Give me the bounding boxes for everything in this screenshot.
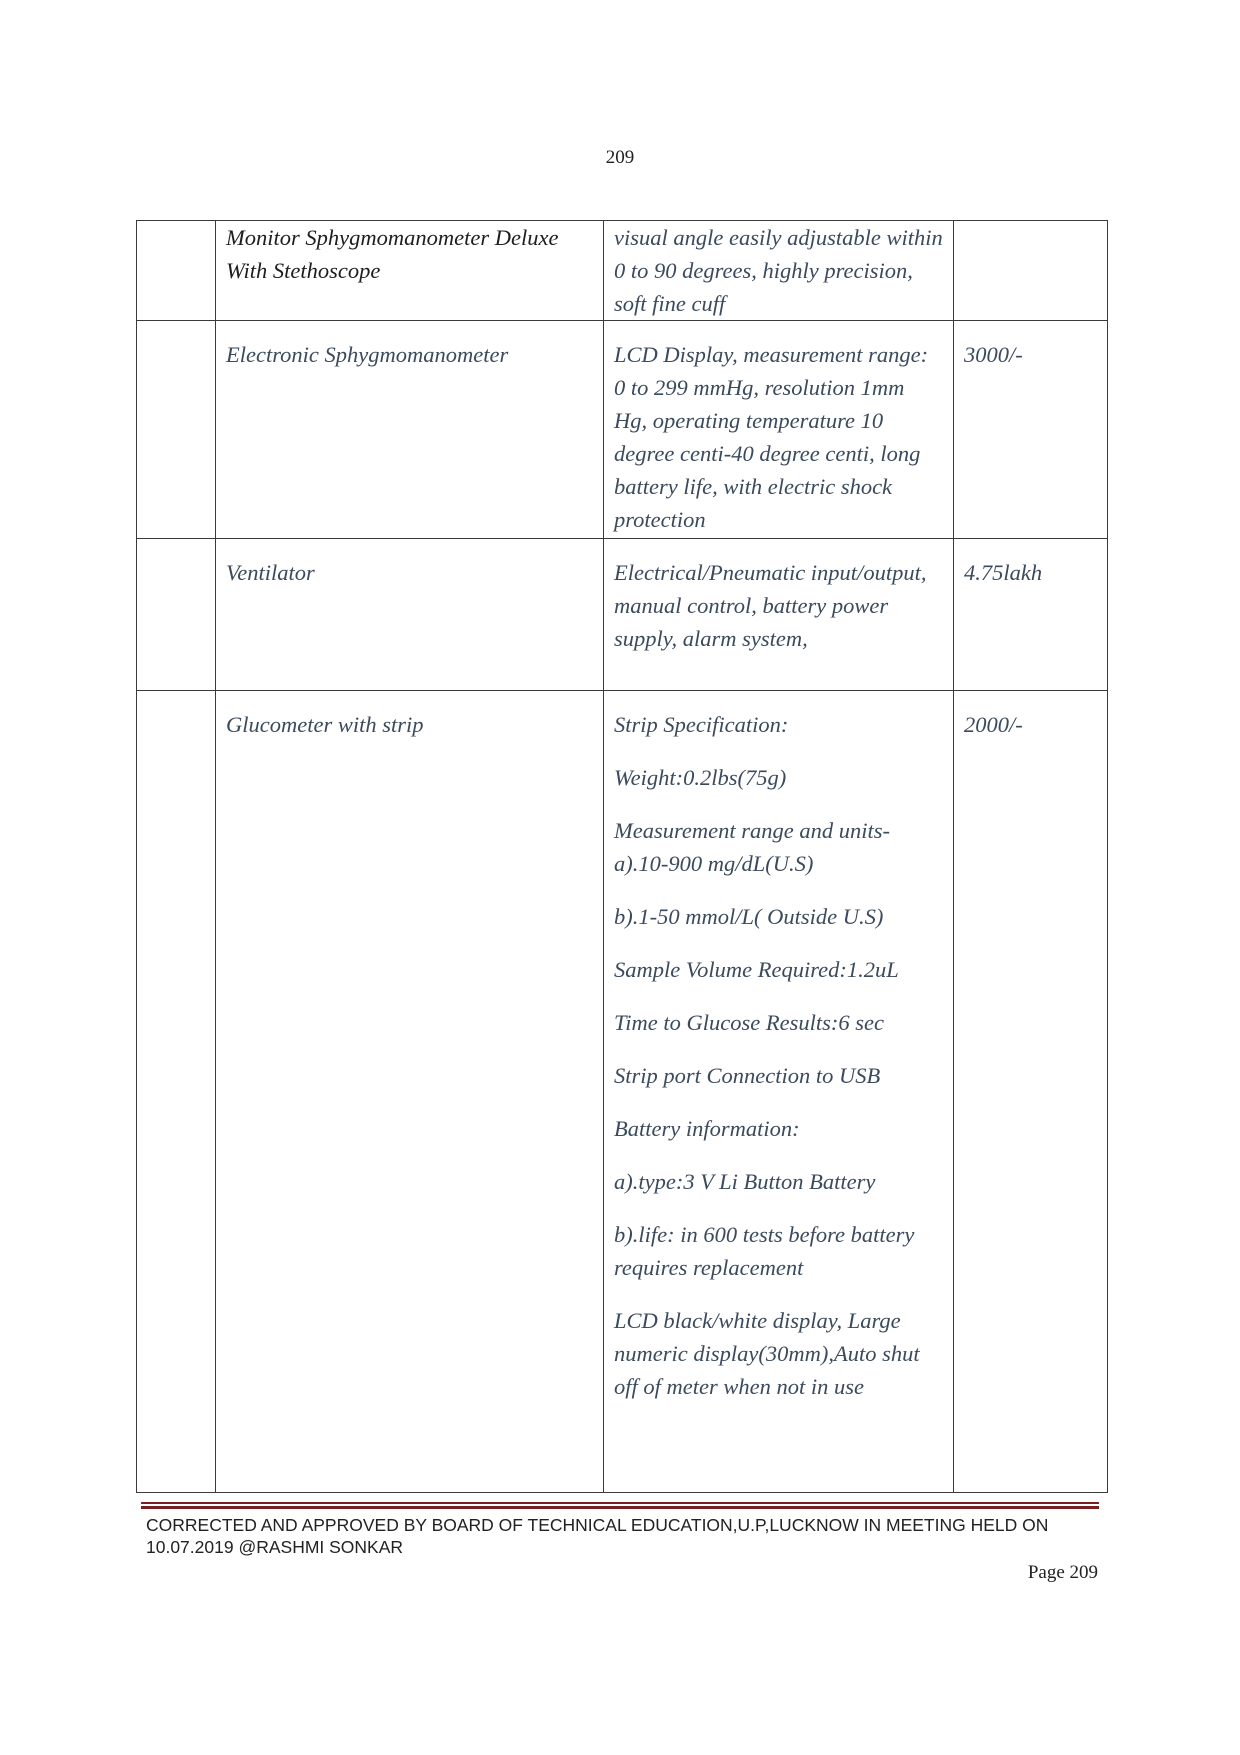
spec-line: Time to Glucose Results:6 sec: [614, 1010, 884, 1035]
item-name: Electronic Sphygmomanometer: [226, 342, 509, 367]
specification-cell: [604, 691, 954, 1493]
price-cell: [954, 221, 1108, 321]
serial-cell: [137, 221, 216, 321]
price-cell: [954, 321, 1108, 539]
price: 3000/-: [964, 342, 1023, 367]
price-cell: [954, 691, 1108, 1493]
specification-cell: [604, 321, 954, 539]
specification-cell: [604, 221, 954, 321]
footer-note-line: CORRECTED AND APPROVED BY BOARD OF TECHNICAL EDUCATION,U.P,LUCKNOW IN MEETING HELD ON: [146, 1515, 1049, 1535]
page-number-top: 209: [605, 147, 635, 168]
spec-line: Strip Specification:: [614, 712, 789, 737]
footer-approval-note: [146, 1514, 1106, 1558]
table-row: [137, 691, 1108, 1493]
spec-line: visual angle easily adjustable within 0 to 90 degrees, highly precision, soft fine cuff: [614, 225, 943, 316]
serial-cell: [137, 321, 216, 539]
spec-line: b).1-50 mmol/L( Outside U.S): [614, 904, 884, 929]
spec-line: Strip port Connection to USB: [614, 1063, 881, 1088]
spec-line: a).type:3 V Li Button Battery: [614, 1169, 876, 1194]
table-row: [137, 221, 1108, 321]
serial-cell: [137, 691, 216, 1493]
price-cell: [954, 539, 1108, 691]
spec-line: Electrical/Pneumatic input/output, manual control, battery power supply, alarm system,: [614, 560, 927, 651]
spec-line: b).life: in 600 tests before battery requires replacement: [614, 1222, 915, 1280]
price: 2000/-: [964, 712, 1023, 737]
specification-cell: [604, 539, 954, 691]
item-name-cell: [216, 221, 604, 321]
page-number-footer: Page 209: [1027, 1562, 1098, 1583]
equipment-spec-table: [136, 220, 1108, 1493]
table-row: [137, 539, 1108, 691]
spec-line: Measurement range and units- a).10-900 mg/dL(U.S): [614, 818, 890, 876]
footer-note-line: 10.07.2019 @RASHMI SONKAR: [146, 1537, 404, 1557]
spec-line: LCD Display, measurement range: 0 to 299 mmHg, resolution 1mm Hg, operating temperature 10 degree centi-40 degree centi, long battery life, with electric shock protection: [614, 342, 929, 532]
spec-line: Weight:0.2lbs(75g): [614, 765, 787, 790]
item-name-cell: [216, 691, 604, 1493]
serial-cell: [137, 539, 216, 691]
spec-line: Battery information:: [614, 1116, 800, 1141]
footer-divider: [141, 1502, 1099, 1509]
item-name: Monitor Sphygmomanometer Deluxe With Stethoscope: [226, 225, 559, 283]
table-row: [137, 321, 1108, 539]
item-name: Glucometer with strip: [226, 712, 424, 737]
price: 4.75lakh: [964, 560, 1043, 585]
spec-line: Sample Volume Required:1.2uL: [614, 957, 899, 982]
item-name: Ventilator: [226, 560, 315, 585]
spec-line: LCD black/white display, Large numeric display(30mm),Auto shut off of meter when not in use: [614, 1308, 920, 1399]
item-name-cell: [216, 539, 604, 691]
item-name-cell: [216, 321, 604, 539]
